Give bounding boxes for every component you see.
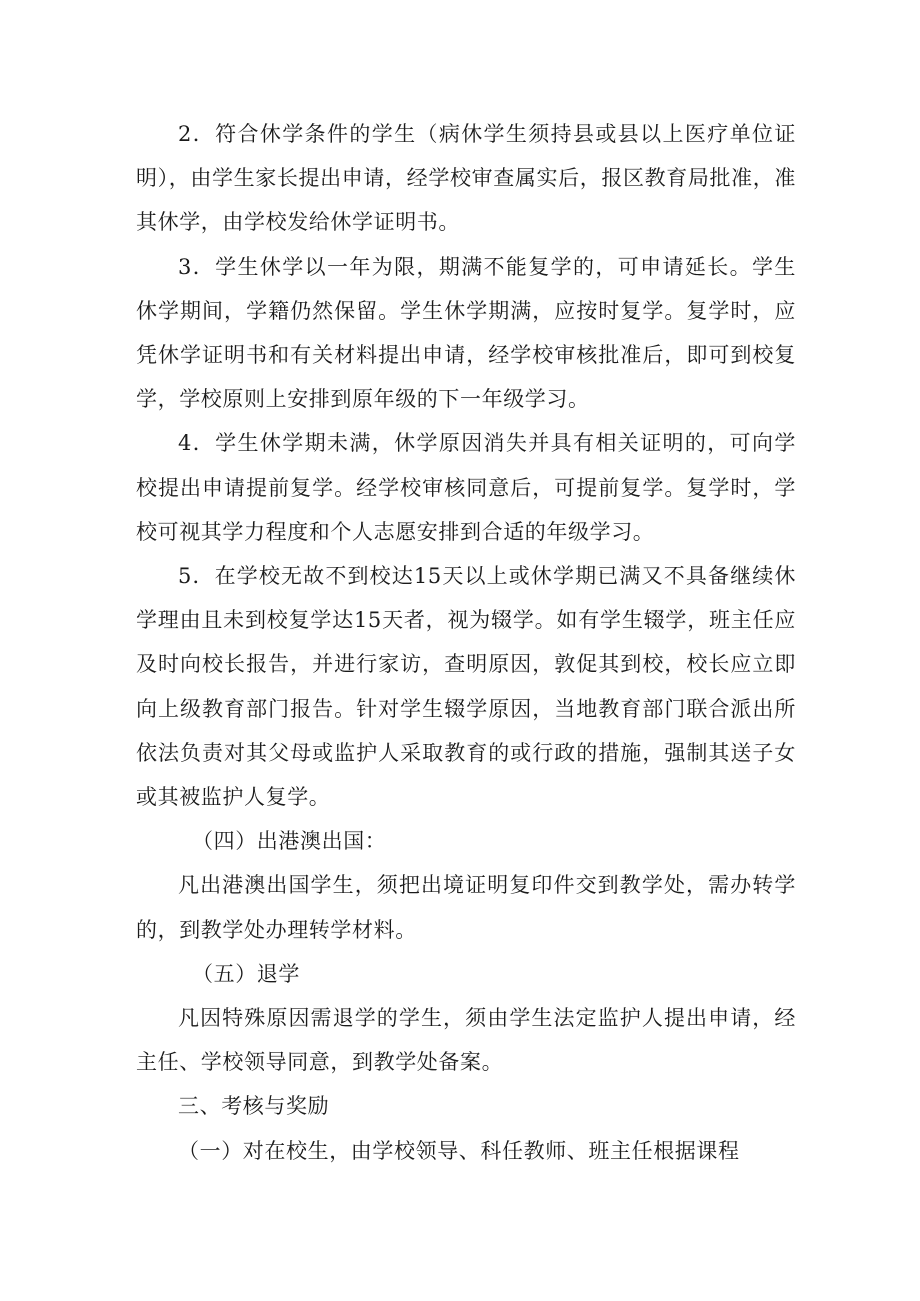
- section-heading-4: （四）出港澳出国：: [192, 829, 387, 854]
- section-heading-3: 三、考核与奖励: [178, 1094, 330, 1119]
- paragraph-item-3: 3．学生休学以一年为限，期满不能复学的，可申请延长。学生休学期间，学籍仍然保留。学生休学期满，应按时复学。复学时，应凭休学证明书和有关材料提出申请，经学校审核批准后，即可到校复学，学校原则上安排到原年级的下一年级学习。: [136, 254, 796, 412]
- paragraph-overseas: 凡出港澳出国学生，须把出境证明复印件交到教学处，需办转学的，到教学处办理转学材料。: [136, 873, 796, 942]
- paragraph-item-2: 2．符合休学条件的学生（病休学生须持县或县以上医疗单位证明），由学生家长提出申请，经学校审查属实后，报区教育局批准，准其休学，由学校发给休学证明书。: [136, 122, 796, 235]
- paragraph-assessment-1: （一）对在校生，由学校领导、科任教师、班主任根据课程: [178, 1138, 740, 1163]
- paragraph-item-4: 4．学生休学期未满，休学原因消失并具有相关证明的，可向学校提出申请提前复学。经学校审核同意后，可提前复学。复学时，学校可视其学力程度和个人志愿安排到合适的年级学习。: [136, 431, 796, 544]
- section-heading-5: （五）退学: [192, 961, 300, 986]
- document-body: [136, 112, 796, 1173]
- paragraph-item-5: 5．在学校无故不到校达15天以上或休学期已满又不具备继续休学理由且未到校复学达15天者，视为辍学。如有学生辍学，班主任应及时向校长报告，并进行家访，查明原因，敦促其到校，校长应立即向上级教育部门报告。针对学生辍学原因，当地教育部门联合派出所依法负责对其父母或监护人采取教育的或行政的措施，强制其送子女或其被监护人复学。: [136, 564, 796, 810]
- paragraph-withdrawal: 凡因特殊原因需退学的学生，须由学生法定监护人提出申请，经主任、学校领导同意，到教学处备案。: [136, 1006, 796, 1075]
